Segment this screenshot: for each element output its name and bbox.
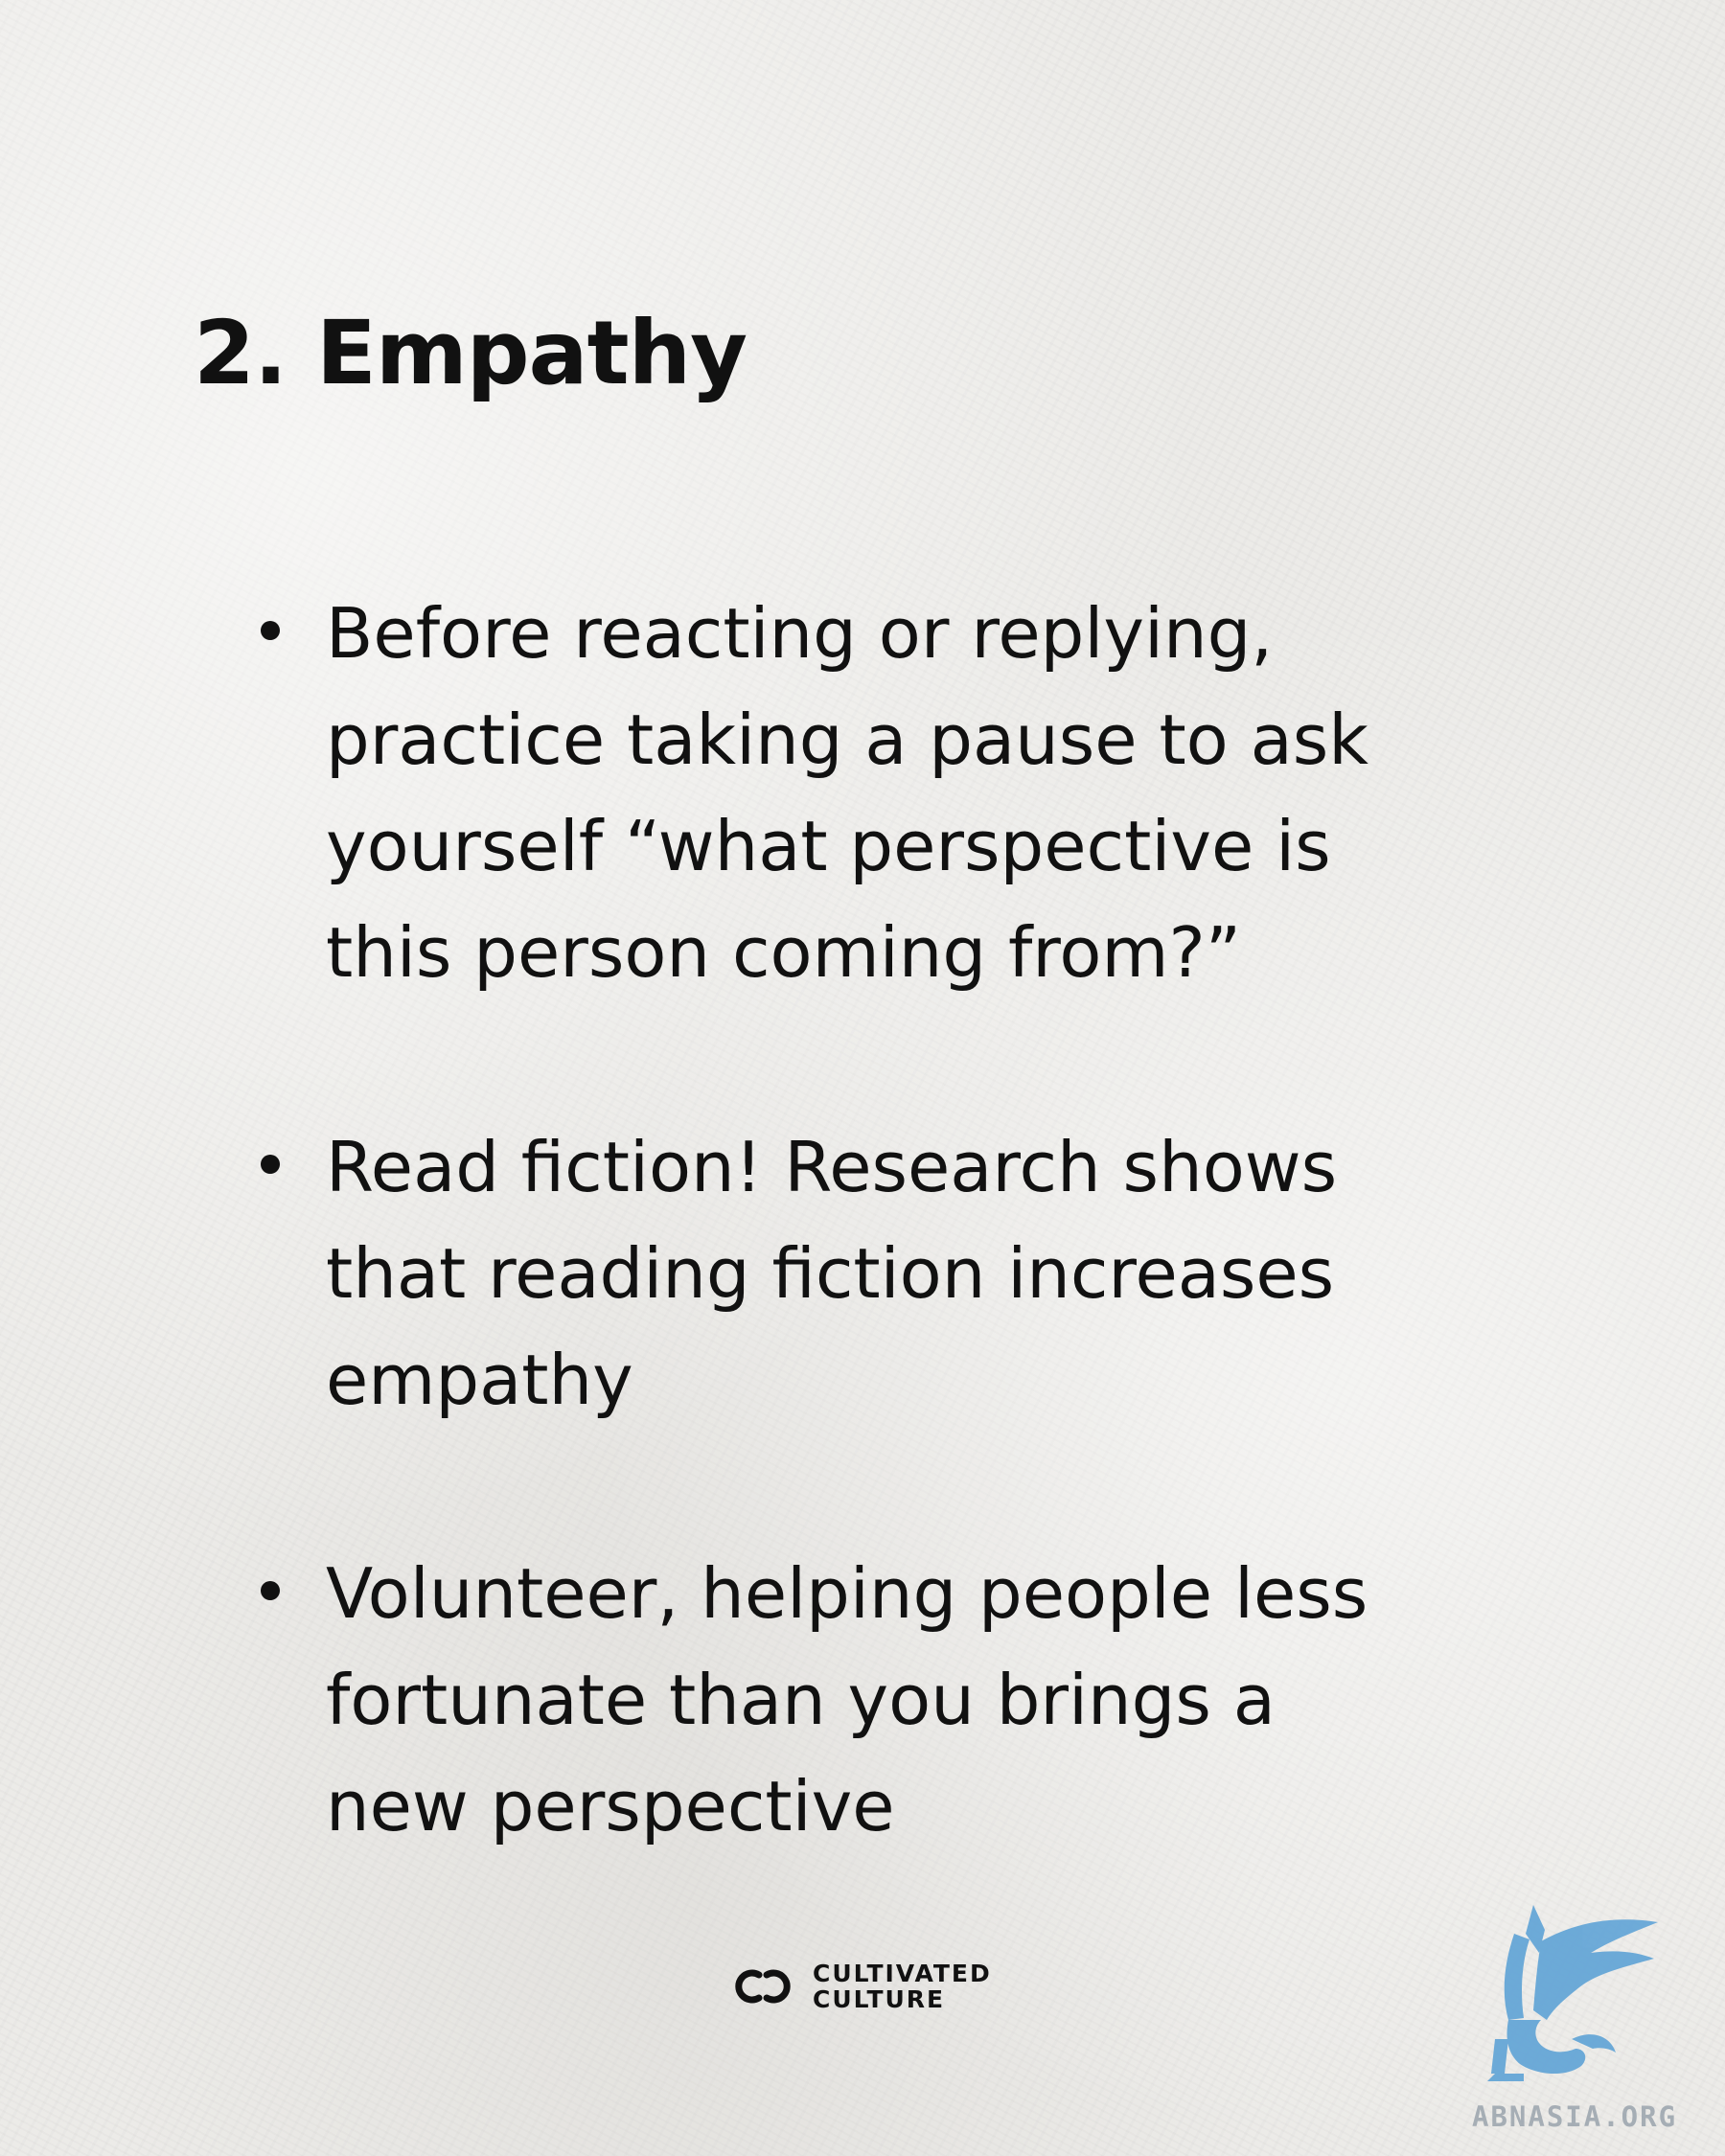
brand-logo [730,1961,992,2012]
list-item-text: Before reacting or replying, practice taking a pause to ask yourself “what perspective is this person coming from?” [326,593,1368,993]
page-title: 2. Empathy [194,302,748,404]
list-item [261,1541,1506,1860]
bullet-icon [261,1581,280,1600]
brand-name [813,1961,992,2012]
list-item [261,581,1506,1006]
list-item [261,1114,1506,1434]
watermark-text: ABNASIA.ORG [1472,2100,1678,2133]
bullet-icon [261,1155,280,1174]
list-item-text: Read fiction! Research shows that reading fiction increases empathy [326,1127,1338,1420]
brand-name-line-1: CULTIVATED [813,1960,992,1987]
griffin-logo-icon [1466,1895,1668,2087]
watermark [1466,1895,1725,2156]
bullet-icon [261,621,280,640]
list-item-text: Volunteer, helping people less fortunate than you brings a new perspective [326,1553,1368,1846]
brand-name-line-2: CULTURE [813,1985,946,2013]
cultivated-culture-logo-icon [730,1963,795,2009]
